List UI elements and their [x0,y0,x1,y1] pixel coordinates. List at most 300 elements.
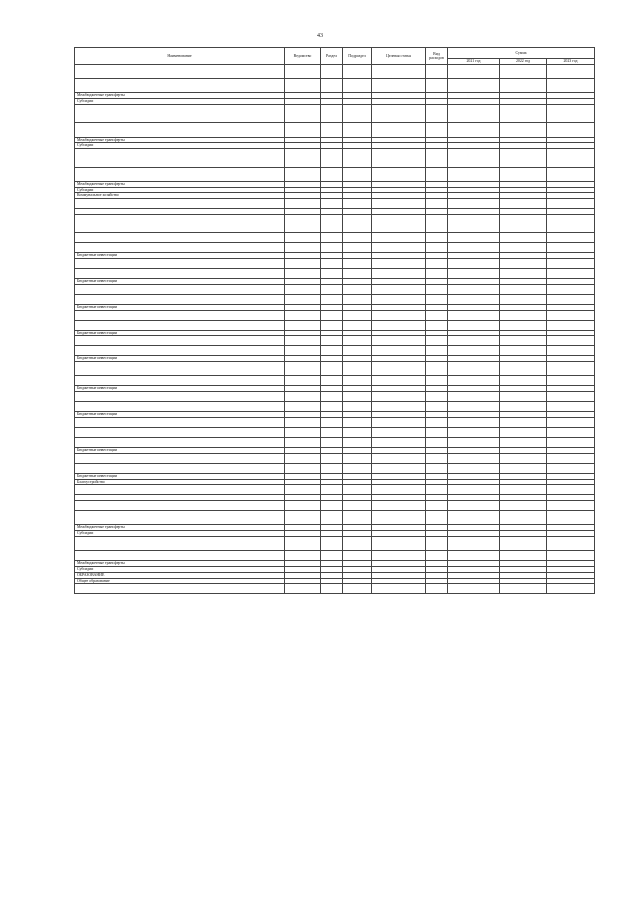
cell-name: Субсидии [75,99,285,105]
header-amount: Сумма [448,48,595,59]
cell-year-2021 [448,428,500,438]
cell-target-article [372,485,426,495]
cell-name: Субсидии [75,187,285,193]
cell-year-2023 [547,584,595,594]
cell-target-article [372,79,426,93]
cell-name [75,453,285,463]
cell-name: Бюджетные инвестиции [75,356,285,362]
cell-section [321,243,343,253]
cell-subsection [343,346,372,356]
cell-year-2023 [547,418,595,428]
cell-year-2022 [500,233,547,243]
cell-year-2022 [500,438,547,448]
cell-ministry [285,310,321,320]
cell-name [75,336,285,346]
cell-target-article [372,233,426,243]
cell-target-article [372,537,426,551]
header-year-2023: 2023 год [547,59,595,65]
cell-subsection [343,428,372,438]
cell-year-2022 [500,453,547,463]
cell-name [75,376,285,386]
cell-subsection [343,402,372,412]
cell-year-2023 [547,438,595,448]
cell-name [75,584,285,594]
cell-subsection [343,79,372,93]
cell-year-2021 [448,294,500,304]
cell-name: Бюджетные инвестиции [75,279,285,285]
cell-ministry [285,199,321,209]
cell-section [321,346,343,356]
table-row [75,243,595,253]
cell-target-article [372,336,426,346]
cell-name: Межбюджетные трансферты [75,93,285,99]
cell-subsection [343,320,372,330]
cell-year-2022 [500,428,547,438]
cell-expense-type [426,294,448,304]
cell-subsection [343,511,372,525]
table-row [75,199,595,209]
cell-target-article [372,199,426,209]
cell-section [321,320,343,330]
cell-name [75,149,285,167]
cell-ministry [285,362,321,376]
cell-name: Субсидии [75,567,285,573]
cell-target-article [372,294,426,304]
cell-year-2021 [448,392,500,402]
cell-name [75,485,285,495]
cell-name [75,259,285,269]
cell-expense-type [426,501,448,511]
cell-year-2021 [448,537,500,551]
cell-name: Бюджетные инвестиции [75,386,285,392]
cell-ministry [285,243,321,253]
cell-section [321,65,343,79]
cell-name [75,511,285,525]
cell-year-2022 [500,511,547,525]
cell-year-2023 [547,362,595,376]
cell-section [321,463,343,473]
cell-expense-type [426,392,448,402]
cell-year-2023 [547,65,595,79]
cell-ministry [285,123,321,137]
cell-ministry [285,79,321,93]
cell-subsection [343,537,372,551]
cell-year-2023 [547,243,595,253]
cell-target-article [372,310,426,320]
cell-expense-type [426,123,448,137]
cell-year-2023 [547,294,595,304]
cell-year-2021 [448,199,500,209]
cell-target-article [372,123,426,137]
cell-expense-type [426,310,448,320]
table-row [75,501,595,511]
cell-expense-type [426,551,448,561]
cell-year-2023 [547,310,595,320]
cell-ministry [285,453,321,463]
cell-ministry [285,336,321,346]
cell-year-2022 [500,149,547,167]
cell-subsection [343,123,372,137]
cell-expense-type [426,284,448,294]
cell-year-2023 [547,428,595,438]
table-row [75,362,595,376]
cell-ministry [285,392,321,402]
cell-year-2022 [500,537,547,551]
cell-year-2021 [448,463,500,473]
cell-name: Бюджетные инвестиции [75,253,285,259]
cell-name [75,402,285,412]
table-row [75,402,595,412]
cell-year-2022 [500,362,547,376]
cell-target-article [372,149,426,167]
cell-name: Коммунальное хозяйство [75,193,285,199]
cell-ministry [285,294,321,304]
cell-year-2023 [547,501,595,511]
cell-expense-type [426,320,448,330]
table-row [75,584,595,594]
cell-year-2021 [448,233,500,243]
cell-year-2023 [547,392,595,402]
cell-target-article [372,104,426,122]
cell-year-2023 [547,214,595,232]
cell-subsection [343,65,372,79]
table-row [75,310,595,320]
cell-target-article [372,453,426,463]
cell-name [75,167,285,181]
cell-expense-type [426,167,448,181]
cell-year-2022 [500,269,547,279]
cell-target-article [372,259,426,269]
header-row [75,48,595,59]
cell-expense-type [426,418,448,428]
cell-year-2023 [547,453,595,463]
cell-year-2022 [500,402,547,412]
cell-expense-type [426,453,448,463]
cell-name [75,104,285,122]
cell-year-2021 [448,259,500,269]
cell-name [75,284,285,294]
cell-target-article [372,284,426,294]
cell-year-2023 [547,551,595,561]
table-row [75,453,595,463]
cell-name: Субсидии [75,143,285,149]
cell-ministry [285,485,321,495]
cell-section [321,214,343,232]
cell-section [321,428,343,438]
cell-year-2021 [448,123,500,137]
table-row [75,284,595,294]
cell-section [321,551,343,561]
cell-ministry [285,149,321,167]
cell-year-2021 [448,376,500,386]
cell-ministry [285,320,321,330]
cell-year-2023 [547,537,595,551]
cell-subsection [343,551,372,561]
header-section: Раздел [321,48,343,65]
cell-year-2022 [500,65,547,79]
cell-name: Бюджетные инвестиции [75,304,285,310]
table-row [75,269,595,279]
cell-year-2022 [500,336,547,346]
cell-section [321,418,343,428]
cell-year-2023 [547,336,595,346]
cell-ministry [285,376,321,386]
cell-year-2021 [448,104,500,122]
cell-year-2023 [547,463,595,473]
cell-section [321,336,343,346]
cell-name: Благоустройство [75,479,285,485]
cell-section [321,485,343,495]
cell-section [321,453,343,463]
cell-ministry [285,438,321,448]
cell-section [321,392,343,402]
cell-subsection [343,269,372,279]
cell-expense-type [426,149,448,167]
cell-year-2021 [448,310,500,320]
cell-year-2022 [500,259,547,269]
cell-name [75,65,285,79]
table-row [75,346,595,356]
cell-section [321,362,343,376]
cell-subsection [343,294,372,304]
cell-name [75,418,285,428]
cell-target-article [372,167,426,181]
cell-year-2021 [448,336,500,346]
cell-year-2021 [448,320,500,330]
cell-year-2023 [547,284,595,294]
cell-expense-type [426,79,448,93]
cell-year-2022 [500,418,547,428]
cell-target-article [372,551,426,561]
cell-expense-type [426,402,448,412]
budget-table [74,47,595,594]
table-row [75,376,595,386]
cell-ministry [285,233,321,243]
cell-section [321,438,343,448]
cell-year-2021 [448,511,500,525]
cell-name [75,438,285,448]
table-row [75,438,595,448]
header-ministry: Ведомство [285,48,321,65]
cell-year-2022 [500,284,547,294]
cell-year-2021 [448,453,500,463]
cell-year-2023 [547,123,595,137]
cell-ministry [285,501,321,511]
cell-name: Межбюджетные трансферты [75,137,285,143]
cell-name: Бюджетные инвестиции [75,473,285,479]
cell-subsection [343,418,372,428]
cell-section [321,259,343,269]
cell-name: Субсидии [75,531,285,537]
cell-expense-type [426,199,448,209]
cell-ministry [285,418,321,428]
cell-name: Межбюджетные трансферты [75,561,285,567]
cell-name: Бюджетные инвестиции [75,412,285,418]
cell-name [75,551,285,561]
cell-target-article [372,376,426,386]
table-row [75,511,595,525]
cell-target-article [372,511,426,525]
cell-ministry [285,284,321,294]
cell-name [75,243,285,253]
cell-name: ОБРАЗОВАНИЕ [75,572,285,578]
table-row [75,214,595,232]
cell-year-2022 [500,376,547,386]
cell-year-2023 [547,79,595,93]
header-name: Наименование [75,48,285,65]
cell-expense-type [426,233,448,243]
cell-ministry [285,551,321,561]
table-row [75,320,595,330]
table-row [75,104,595,122]
cell-year-2021 [448,402,500,412]
cell-target-article [372,392,426,402]
cell-subsection [343,485,372,495]
cell-expense-type [426,243,448,253]
cell-section [321,149,343,167]
cell-subsection [343,233,372,243]
cell-target-article [372,362,426,376]
cell-subsection [343,463,372,473]
cell-name: Межбюджетные трансферты [75,181,285,187]
cell-name [75,501,285,511]
cell-name [75,310,285,320]
table-row [75,485,595,495]
cell-expense-type [426,485,448,495]
header-year-2021: 2021 год [448,59,500,65]
cell-subsection [343,392,372,402]
cell-year-2023 [547,402,595,412]
cell-ministry [285,346,321,356]
cell-name [75,320,285,330]
cell-year-2021 [448,214,500,232]
cell-year-2022 [500,214,547,232]
cell-year-2023 [547,269,595,279]
cell-ministry [285,65,321,79]
cell-ministry [285,537,321,551]
cell-target-article [372,463,426,473]
cell-year-2022 [500,104,547,122]
cell-name [75,392,285,402]
cell-year-2023 [547,233,595,243]
cell-subsection [343,310,372,320]
cell-year-2022 [500,310,547,320]
table-row [75,167,595,181]
cell-name [75,428,285,438]
cell-section [321,584,343,594]
cell-section [321,79,343,93]
cell-subsection [343,284,372,294]
cell-section [321,104,343,122]
cell-target-article [372,320,426,330]
cell-subsection [343,214,372,232]
cell-year-2023 [547,485,595,495]
cell-subsection [343,501,372,511]
cell-section [321,511,343,525]
cell-section [321,537,343,551]
cell-section [321,310,343,320]
cell-year-2022 [500,167,547,181]
cell-subsection [343,243,372,253]
cell-year-2022 [500,501,547,511]
cell-year-2023 [547,199,595,209]
cell-subsection [343,376,372,386]
cell-ministry [285,167,321,181]
cell-target-article [372,269,426,279]
cell-name [75,79,285,93]
cell-year-2021 [448,65,500,79]
cell-year-2023 [547,104,595,122]
cell-year-2023 [547,320,595,330]
cell-year-2022 [500,584,547,594]
cell-year-2022 [500,551,547,561]
cell-name [75,463,285,473]
cell-expense-type [426,336,448,346]
table-row [75,537,595,551]
cell-ministry [285,584,321,594]
cell-section [321,233,343,243]
cell-target-article [372,438,426,448]
page-number: 43 [317,33,323,39]
cell-year-2022 [500,199,547,209]
cell-year-2023 [547,259,595,269]
cell-section [321,376,343,386]
cell-year-2021 [448,243,500,253]
cell-target-article [372,65,426,79]
cell-ministry [285,104,321,122]
header-target-article: Целевая статья [372,48,426,65]
cell-section [321,284,343,294]
cell-year-2023 [547,376,595,386]
cell-expense-type [426,537,448,551]
cell-subsection [343,104,372,122]
cell-expense-type [426,463,448,473]
cell-year-2022 [500,320,547,330]
cell-ministry [285,269,321,279]
cell-name: Бюджетные инвестиции [75,330,285,336]
cell-name [75,294,285,304]
cell-expense-type [426,438,448,448]
table-row [75,428,595,438]
cell-year-2022 [500,463,547,473]
cell-name [75,214,285,232]
cell-year-2021 [448,362,500,376]
cell-year-2023 [547,167,595,181]
cell-expense-type [426,511,448,525]
cell-section [321,123,343,137]
table-row [75,79,595,93]
cell-target-article [372,428,426,438]
table-row [75,259,595,269]
cell-name [75,362,285,376]
cell-ministry [285,511,321,525]
cell-year-2021 [448,149,500,167]
cell-year-2021 [448,346,500,356]
cell-year-2022 [500,123,547,137]
cell-target-article [372,346,426,356]
cell-target-article [372,418,426,428]
cell-name [75,346,285,356]
cell-year-2021 [448,269,500,279]
cell-subsection [343,149,372,167]
table-row [75,392,595,402]
cell-section [321,402,343,412]
cell-expense-type [426,362,448,376]
cell-subsection [343,453,372,463]
cell-year-2021 [448,485,500,495]
cell-target-article [372,243,426,253]
table-row [75,233,595,243]
